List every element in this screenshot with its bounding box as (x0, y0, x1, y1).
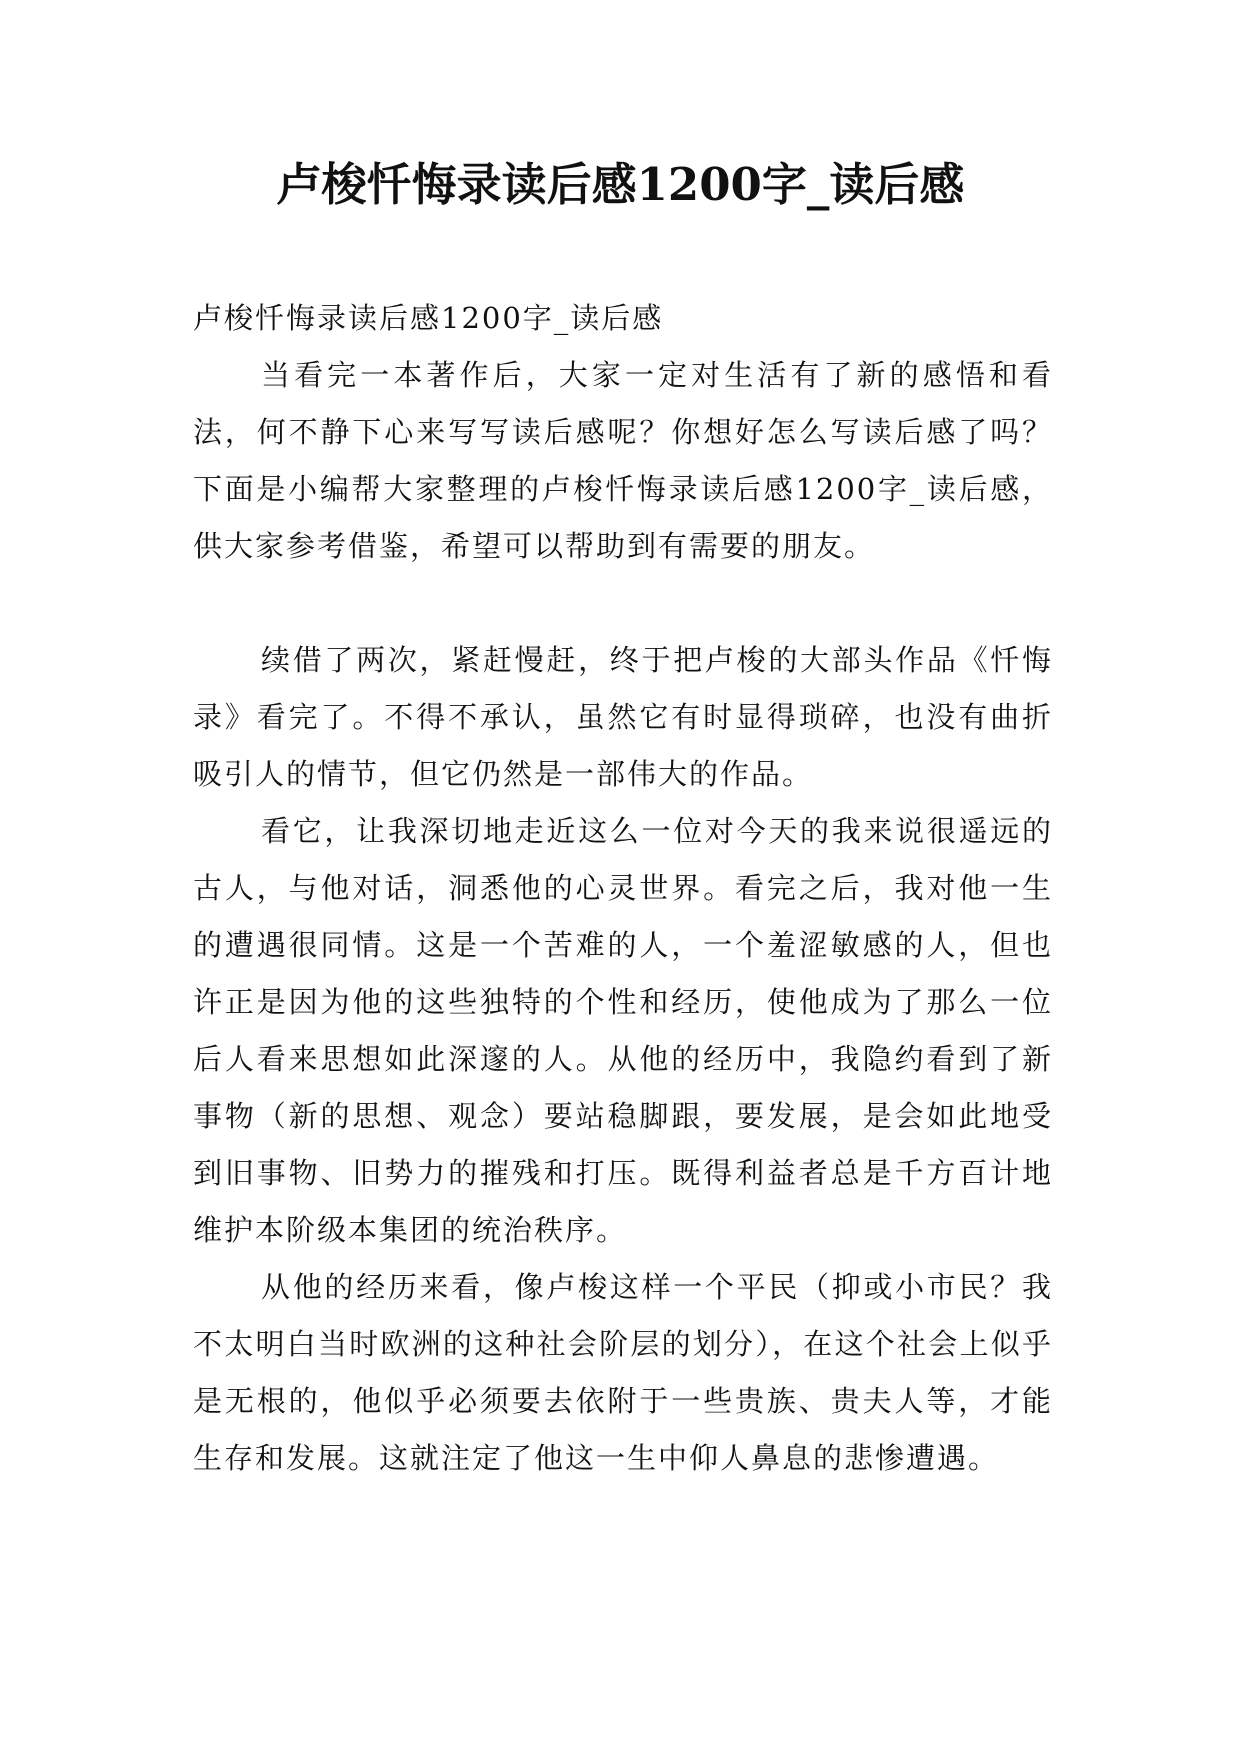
paragraph-spacer (193, 575, 1053, 632)
paragraph-3: 从他的经历来看，像卢梭这样一个平民（抑或小市民？我不太明白当时欧洲的这种社会阶层的划分），在这个社会上似乎是无根的，他似乎必须要去依附于一些贵族、贵夫人等，才能生存和发展。这就注定了他这一生中仰人鼻息的悲惨遭遇。 (193, 1270, 1053, 1475)
document-body (193, 290, 1053, 1487)
document-subtitle: 卢梭忏悔录读后感1200字_读后感 (193, 301, 664, 335)
paragraph-2: 看它，让我深切地走近这么一位对今天的我来说很遥远的古人，与他对话，洞悉他的心灵世界。看完之后，我对他一生的遭遇很同情。这是一个苦难的人，一个羞涩敏感的人，但也许正是因为他的这些独特的个性和经历，使他成为了那么一位后人看来思想如此深邃的人。从他的经历中，我隐约看到了新事物（新的思想、观念）要站稳脚跟，要发展，是会如此地受到旧事物、旧势力的摧残和打压。既得利益者总是千方百计地维护本阶级本集团的统治秩序。 (193, 814, 1053, 1247)
paragraph-intro: 当看完一本著作后，大家一定对生活有了新的感悟和看法，何不静下心来写写读后感呢？你想好怎么写读后感了吗？下面是小编帮大家整理的卢梭忏悔录读后感1200字_读后感，供大家参考借鉴，希望可以帮助到有需要的朋友。 (193, 358, 1053, 563)
page-title: 卢梭忏悔录读后感1200字_读后感 (276, 158, 965, 211)
paragraph-1: 续借了两次，紧赶慢赶，终于把卢梭的大部头作品《忏悔录》看完了。不得不承认，虽然它有时显得琐碎，也没有曲折吸引人的情节，但它仍然是一部伟大的作品。 (193, 643, 1053, 791)
